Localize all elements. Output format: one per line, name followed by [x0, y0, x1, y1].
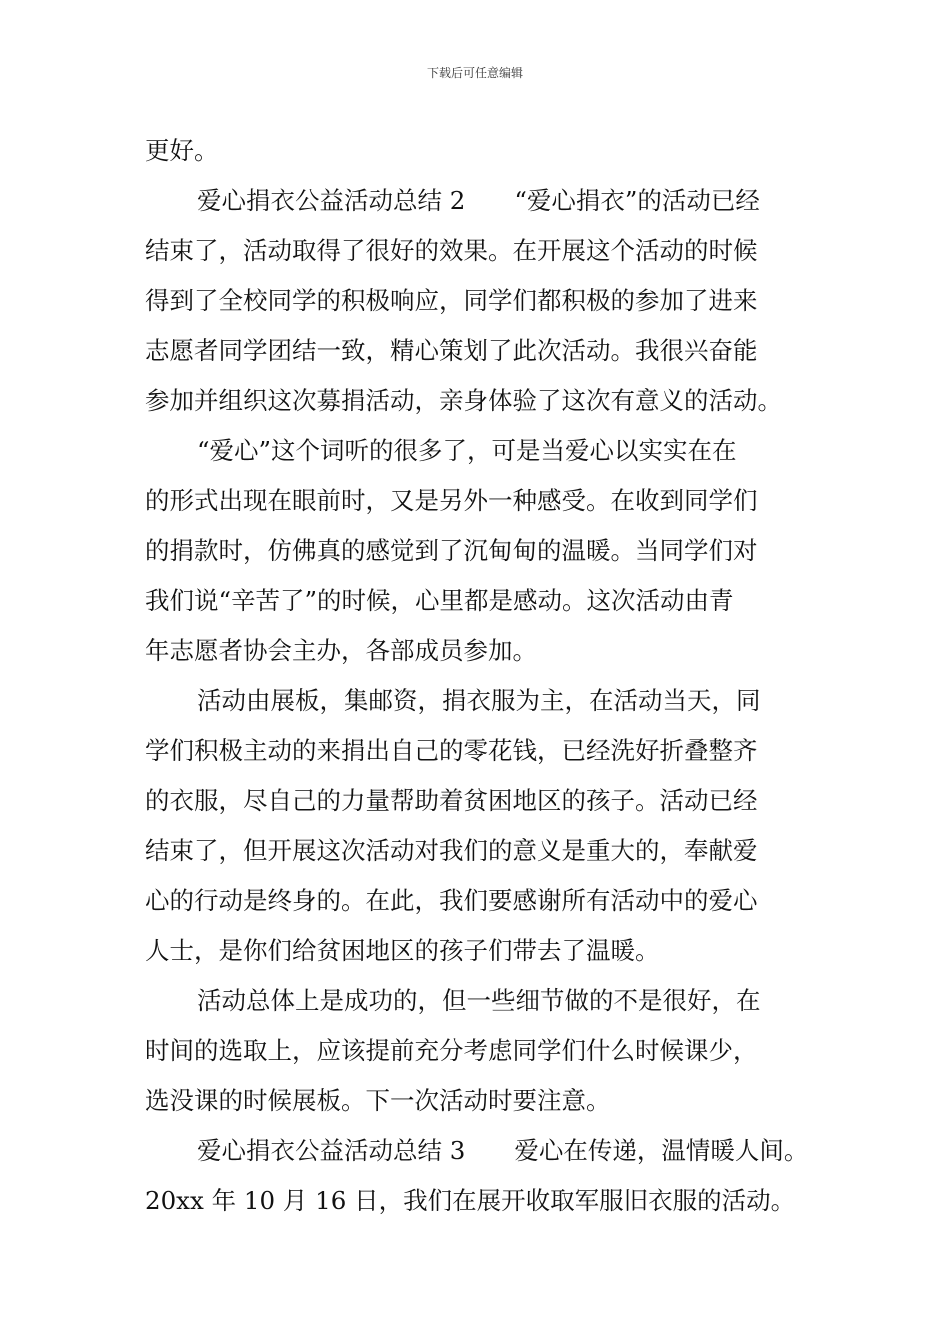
- document-body: [145, 126, 835, 1226]
- text-line: 20xx 年 10 月 16 日，我们在展开收取军服旧衣服的活动。: [145, 1186, 796, 1215]
- text-line: 时间的选取上，应该提前充分考虑同学们什么时候课少，: [145, 1036, 758, 1065]
- text-line: 我们说“辛苦了”的时候，心里都是感动。这次活动由青: [145, 586, 734, 615]
- text-line: 志愿者同学团结一致，精心策划了此次活动。我很兴奋能: [145, 336, 758, 365]
- text-line: 活动总体上是成功的，但一些细节做的不是很好，在: [197, 986, 761, 1015]
- text-line: 参加并组织这次募捐活动，亲身体验了这次有意义的活动。: [145, 386, 782, 415]
- text-line: 心的行动是终身的。在此，我们要感谢所有活动中的爱心: [145, 886, 758, 915]
- text-line: 结束了，活动取得了很好的效果。在开展这个活动的时候: [145, 236, 758, 265]
- text-line: 的衣服，尽自己的力量帮助着贫困地区的孩子。活动已经: [145, 786, 758, 815]
- text-line: “爱心”这个词听的很多了，可是当爱心以实实在在: [197, 436, 737, 465]
- text-line: 结束了，但开展这次活动对我们的意义是重大的，奉献爱: [145, 836, 758, 865]
- text-line: 更好。: [145, 136, 219, 165]
- text-line: 学们积极主动的来捐出自己的零花钱，已经洗好折叠整齐: [145, 736, 758, 765]
- text-line: 人士，是你们给贫困地区的孩子们带去了温暖。: [145, 936, 660, 965]
- text-line: 选没课的时候展板。下一次活动时要注意。: [145, 1086, 611, 1115]
- text-line: 的捐款时，仿佛真的感觉到了沉甸甸的温暖。当同学们对: [145, 536, 758, 565]
- text-line: 爱心捐衣公益活动总结 2 “爱心捐衣”的活动已经: [197, 186, 760, 215]
- text-line: 爱心捐衣公益活动总结 3 爱心在传递，温情暖人间。: [197, 1136, 809, 1165]
- text-line: 得到了全校同学的积极响应，同学们都积极的参加了进来: [145, 286, 758, 315]
- text-line: 活动由展板，集邮资，捐衣服为主，在活动当天，同: [197, 686, 761, 715]
- text-line: 年志愿者协会主办，各部成员参加。: [145, 636, 537, 665]
- page-header: 下载后可任意编辑: [426, 66, 523, 80]
- text-line: 的形式出现在眼前时，又是另外一种感受。在收到同学们: [145, 486, 758, 515]
